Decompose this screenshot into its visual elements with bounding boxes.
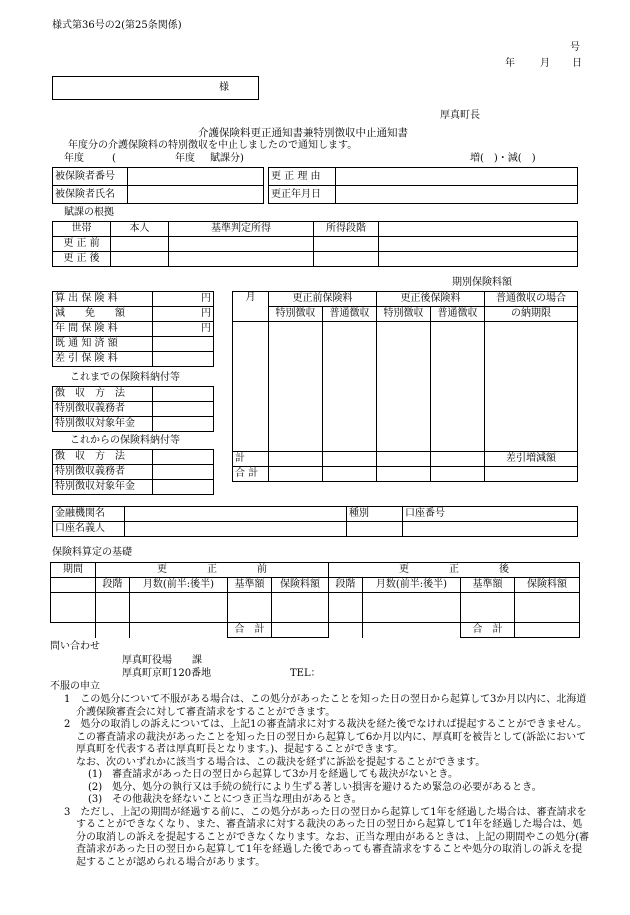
contact-office: 厚真町役場 課 [122, 655, 202, 666]
amount-unit [153, 352, 214, 367]
appeal-title: 不服の申立 [50, 681, 100, 692]
level-header: 段階 [96, 578, 130, 593]
withholder-label: 特別徴収義務者 [53, 465, 153, 480]
paren-open: ( [112, 153, 116, 164]
period-after-header: 更正後保険料 [377, 292, 485, 307]
calc-after-header: 更 正 後 [329, 563, 580, 578]
correction-date-label: 更正年月日 [269, 186, 336, 204]
basis-title: 賦課の根拠 [64, 207, 114, 218]
future-payment-table [52, 449, 214, 495]
amount-unit: 円 [153, 322, 214, 337]
pension-label: 特別徴収対象年金 [53, 417, 153, 432]
addressee-suffix: 様 [219, 82, 229, 93]
increase-decrease: 増( )・減( ) [470, 153, 536, 164]
pension-label: 特別徴収対象年金 [53, 480, 153, 495]
period-title: 期別保険料額 [452, 277, 512, 288]
amount-row-label: 減 免 額 [53, 307, 153, 322]
past-payment-table [52, 386, 214, 432]
account-type-label: 種別 [347, 507, 403, 522]
fiscal-year-label: 年度 [64, 153, 84, 164]
period-table [232, 291, 578, 482]
institution-field[interactable] [125, 507, 347, 522]
form-number: 様式第36号の2(第25条関係) [52, 20, 182, 31]
special-header: 特別徴収 [269, 307, 323, 322]
normal-limit-header-2: の納期限 [485, 307, 578, 322]
bank-table [52, 506, 578, 537]
account-number-label: 口座番号 [403, 507, 578, 522]
period-month-header: 月 [233, 292, 269, 322]
basis-table [52, 221, 578, 267]
special-header: 特別徴収 [377, 307, 431, 322]
contact-address: 厚真町京町120番地 [122, 668, 212, 679]
calc-total-label: 合 計 [461, 623, 515, 638]
amount-row-label: 算 出 保 険 料 [53, 292, 153, 307]
addressee-box [52, 76, 259, 100]
amount-unit [153, 337, 214, 352]
calc-total-label: 合 計 [228, 623, 272, 638]
amounts-table [52, 291, 214, 367]
calc-title: 保険料算定の基礎 [52, 547, 132, 558]
premium-header: 保険料額 [515, 578, 580, 593]
months-header: 月数(前半:後半) [363, 578, 461, 593]
normal-header: 普通徴収 [431, 307, 485, 322]
base-header: 基準額 [228, 578, 272, 593]
amount-row-label: 差 引 保 険 料 [53, 352, 153, 367]
withholder-label: 特別徴収義務者 [53, 402, 153, 417]
month-label: 月 [540, 58, 550, 69]
calc-before-header: 更 正 前 [96, 563, 329, 578]
past-payment-title: これまでの保険料納付等 [70, 372, 180, 383]
amount-row-label: 年 間 保 険 料 [53, 322, 153, 337]
issuer: 厚真町長 [440, 110, 480, 121]
appeal-item-2: (2) 処分、処分の執行又は手続の続行により生ずる著しい損害を避けるため緊急の必要があるとき。 [88, 781, 542, 793]
premium-header: 保険料額 [272, 578, 329, 593]
number-label: 号 [570, 42, 580, 53]
insured-table [52, 167, 578, 204]
level-header: 段階 [329, 578, 363, 593]
amount-row-label: 既 通 知 済 額 [53, 337, 153, 352]
insured-number-field[interactable] [128, 168, 264, 186]
calc-period-header: 期間 [51, 563, 96, 578]
basis-header-self: 本人 [111, 222, 169, 237]
day-label: 日 [572, 58, 582, 69]
appeal-paragraph-1: 1 この処分について不服がある場合は、この処分があったことを知った日の翌日から起算して3か月以内に、北海道介護保険審査会に対して審査請求をすることができます。 [64, 694, 587, 718]
fiscal-year-label-2: 年度 [175, 153, 195, 164]
normal-limit-header-1: 普通徴収の場合 [485, 292, 578, 307]
subtotal-label: 計 [233, 452, 269, 467]
months-header: 月数(前半:後半) [130, 578, 228, 593]
appeal-item-1: (1) 審査請求があった日の翌日から起算して3か月を経過しても裁決がないとき。 [88, 769, 459, 780]
period-before-header: 更正前保険料 [269, 292, 377, 307]
basis-row-after: 更 正 後 [53, 252, 111, 267]
calc-table [50, 562, 580, 638]
base-header: 基準額 [461, 578, 515, 593]
holder-label: 口座名義人 [53, 522, 125, 537]
document-title: 介護保険料更正通知書兼特別徴収中止通知書 [198, 127, 408, 139]
basis-header-household: 世帯 [53, 222, 111, 237]
reason-field[interactable] [336, 168, 578, 186]
payment-method-label: 徴 収 方 法 [53, 387, 153, 402]
amount-unit: 円 [153, 292, 214, 307]
future-payment-title: これからの保険料納付等 [70, 435, 180, 446]
appeal-paragraph-2b: なお、次のいずれかに該当する場合は、この裁決を経ずに訴訟を提起することができます。 [76, 756, 486, 768]
basis-header-level: 所得段階 [314, 222, 379, 237]
insured-name-field[interactable] [128, 186, 264, 204]
insured-name-label: 被保険者氏名 [53, 186, 128, 204]
contact-title: 問い合わせ [50, 641, 100, 652]
basis-header-income: 基準判定所得 [169, 222, 314, 237]
year-label: 年 [505, 58, 515, 69]
diff-label: 差引増減額 [485, 452, 578, 467]
insured-number-label: 被保険者番号 [53, 168, 128, 186]
payment-method-label: 徴 収 方 法 [53, 450, 153, 465]
holder-field[interactable] [125, 522, 347, 537]
institution-label: 金融機関名 [53, 507, 125, 522]
contact-tel: TEL： [290, 668, 321, 679]
appeal-item-3: (3) その他裁決を経ないことにつき正当な理由があるとき。 [88, 794, 362, 805]
appeal-text [50, 694, 590, 869]
total-label: 合 計 [233, 467, 269, 482]
amount-unit: 円 [153, 307, 214, 322]
appeal-paragraph-2: 2 処分の取消しの訴えについては、上記1の審査請求に対する裁決を経た後でなければ提起することができません。この審査請求の裁決があったことを知った日の翌日から起算して6か月以内に、厚真町を被告として(訴訟において厚真町を代表する者は厚真町長となります。)、提起することができます。 [64, 719, 588, 755]
reason-label: 更 正 理 由 [269, 168, 336, 186]
document-subtitle: 年度分の介護保険料の特別徴収を中止しましたので通知します。 [68, 140, 358, 151]
assessed-label: 賦課分) [210, 153, 244, 164]
correction-date-field[interactable] [336, 186, 578, 204]
appeal-paragraph-3: 3 ただし、上記の期間が経過する前に、この処分があった日の翌日から起算して1年を経過した場合は、審査請求をすることができなくなり、また、審査請求に対する裁決のあった日の翌日から起算して1年を経過した場合は、処分の取消しの訴えを提起することができなくなります。なお、正当な理由があるときは、上記の期間やこの処分(審査請求があった日の翌日から起算して1年を経過した後であっても審査請求をすることや処分の取消しの訴えを提起することが認められる場合があります。 [64, 806, 590, 868]
normal-header: 普通徴収 [323, 307, 377, 322]
basis-row-before: 更 正 前 [53, 237, 111, 252]
